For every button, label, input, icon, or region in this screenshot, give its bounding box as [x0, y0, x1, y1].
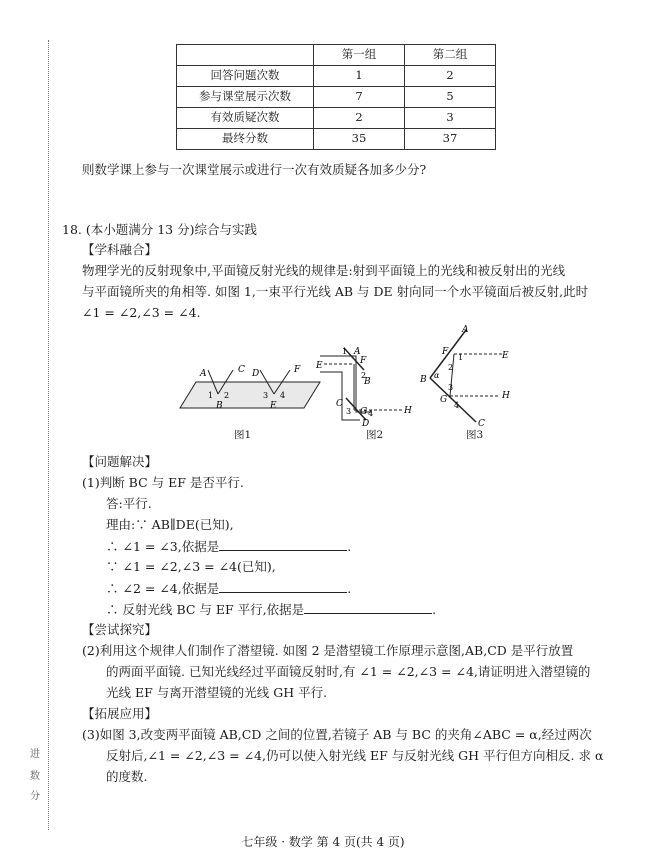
score-table: [176, 44, 496, 150]
table-row: [177, 108, 496, 129]
fig2-label-C: C: [336, 399, 343, 409]
proof-step: ∴ ∠1 = ∠3,依据是 .: [106, 539, 352, 554]
margin-char: 分: [30, 791, 40, 802]
answer-blank[interactable]: [304, 601, 432, 614]
section-heading: 【尝试探究】: [82, 622, 158, 637]
fig1-label-2: 2: [224, 391, 230, 400]
fig1-label-B: B: [216, 401, 223, 411]
table-cell: 最终分数: [177, 129, 314, 150]
binding-margin-line: [48, 40, 49, 830]
margin-char: 进: [30, 749, 40, 760]
page-footer: 七年级 · 数学 第 4 页(共 4 页): [241, 835, 405, 849]
question-18-title: 18. (本小题满分 13 分)综合与实践: [62, 222, 257, 237]
paragraph-line: (2)利用这个规律人们制作了潜望镜. 如图 2 是潜望镜工作原理示意图,AB,CD 是平行放置: [82, 643, 574, 658]
answer-line: 答:平行.: [106, 496, 152, 511]
proof-step: ∵ ∠1 = ∠2,∠3 = ∠4(已知),: [106, 559, 276, 574]
table-header-cell: 第一组: [314, 45, 405, 66]
fig3-label-H: H: [502, 391, 510, 401]
fig1-label-F: F: [294, 365, 301, 375]
fig2-label-H: H: [404, 406, 412, 416]
table-header-cell: [177, 45, 314, 66]
paragraph-line: 与平面镜所夹的角相等. 如图 1,一束平行光线 AB 与 DE 射向同一个水平镜面后被反射,此时: [82, 284, 589, 299]
table-cell: 回答问题次数: [177, 66, 314, 87]
fig1-label-E: E: [270, 401, 277, 411]
table-cell: 2: [405, 66, 496, 87]
fig2-label-1: 1: [342, 347, 348, 356]
figure-1: [178, 362, 328, 430]
table-cell: 参与课堂展示次数: [177, 87, 314, 108]
figure-2-caption: 图2: [366, 429, 384, 441]
fig3-label-alpha: α: [434, 371, 440, 380]
fig2-label-E: E: [316, 361, 323, 371]
proof-step-text: ∴ 反射光线 BC 与 EF 平行,依据是: [106, 602, 305, 617]
reason-line: 理由:∵ AB∥DE(已知),: [106, 517, 234, 532]
table-cell: 1: [314, 66, 405, 87]
figure-2: [316, 344, 416, 429]
margin-char: 数: [30, 771, 40, 782]
fig2-label-G: G: [360, 407, 368, 417]
paragraph-line: 反射后,∠1 = ∠2,∠3 = ∠4,仍可以使入射光线 EF 与反射光线 GH 平行但方向相反. 求 α: [106, 748, 604, 763]
fig2-label-4: 4: [368, 409, 374, 418]
fig1-label-D: D: [252, 369, 260, 379]
table-cell: 5: [405, 87, 496, 108]
fig3-label-B: B: [420, 375, 427, 385]
fig1-label-3: 3: [263, 391, 269, 400]
fig2-label-F: F: [360, 356, 367, 366]
fig2-label-A: A: [354, 347, 361, 357]
fig3-label-1: 1: [458, 353, 464, 362]
section-heading: 【学科融合】: [82, 242, 158, 257]
proof-step: ∴ 反射光线 BC 与 EF 平行,依据是 .: [106, 602, 437, 617]
fig3-label-G: G: [440, 395, 448, 405]
fig1-label-1: 1: [208, 391, 214, 400]
paragraph-line: (3)如图 3,改变两平面镜 AB,CD 之间的位置,若镜子 AB 与 BC 的夹角∠ABC = α,经过两次: [82, 727, 592, 742]
fig3-label-A: A: [462, 325, 469, 335]
fig1-label-4: 4: [280, 391, 286, 400]
proof-step-text: ∴ ∠2 = ∠4,依据是: [106, 581, 220, 596]
table-cell: 有效质疑次数: [177, 108, 314, 129]
paragraph-line: 的两面平面镜. 已知光线经过平面镜反射时,有 ∠1 = ∠2,∠3 = ∠4,请证明进入潜望镜的: [106, 664, 591, 679]
answer-blank[interactable]: [219, 580, 347, 593]
table-cell: 37: [405, 129, 496, 150]
section-heading: 【问题解决】: [82, 454, 158, 469]
table-cell: 35: [314, 129, 405, 150]
fig2-label-B: B: [364, 377, 371, 387]
fig2-label-3: 3: [346, 407, 352, 416]
proof-step-text: ∴ ∠1 = ∠3,依据是: [106, 539, 220, 554]
fig3-label-3: 3: [448, 383, 454, 392]
fig2-label-2: 2: [361, 371, 367, 380]
fig3-label-4: 4: [454, 401, 460, 410]
fig3-label-F: F: [442, 347, 449, 357]
table-cell: 7: [314, 87, 405, 108]
fig1-label-C: C: [238, 365, 245, 375]
paragraph-line: 的度数.: [106, 769, 148, 784]
table-row: [177, 66, 496, 87]
figure-3-caption: 图3: [466, 429, 484, 441]
table-header-row: [177, 45, 496, 66]
paragraph-line: ∠1 = ∠2,∠3 = ∠4.: [82, 305, 201, 320]
previous-question-line: 则数学课上参与一次课堂展示或进行一次有效质疑各加多少分?: [82, 162, 427, 177]
paragraph-line: 物理学光的反射现象中,平面镜反射光线的规律是:射到平面镜上的光线和被反射出的光线: [82, 263, 566, 278]
figure-3: [418, 325, 518, 429]
figure-1-caption: 图1: [234, 429, 252, 441]
fig3-label-E: E: [502, 351, 509, 361]
fig2-label-D: D: [362, 419, 370, 429]
fig3-label-2: 2: [448, 363, 454, 372]
table-row: [177, 87, 496, 108]
fig3-label-C: C: [478, 419, 485, 429]
proof-step: ∴ ∠2 = ∠4,依据是 .: [106, 581, 352, 596]
paragraph-line: 光线 EF 与离开潜望镜的光线 GH 平行.: [106, 685, 328, 700]
table-row: [177, 129, 496, 150]
table-cell: 3: [405, 108, 496, 129]
subquestion-1: (1)判断 BC 与 EF 是否平行.: [82, 475, 244, 490]
table-cell: 2: [314, 108, 405, 129]
fig1-label-A: A: [200, 369, 207, 379]
section-heading: 【拓展应用】: [82, 706, 158, 721]
table-header-cell: 第二组: [405, 45, 496, 66]
answer-blank[interactable]: [219, 538, 347, 551]
